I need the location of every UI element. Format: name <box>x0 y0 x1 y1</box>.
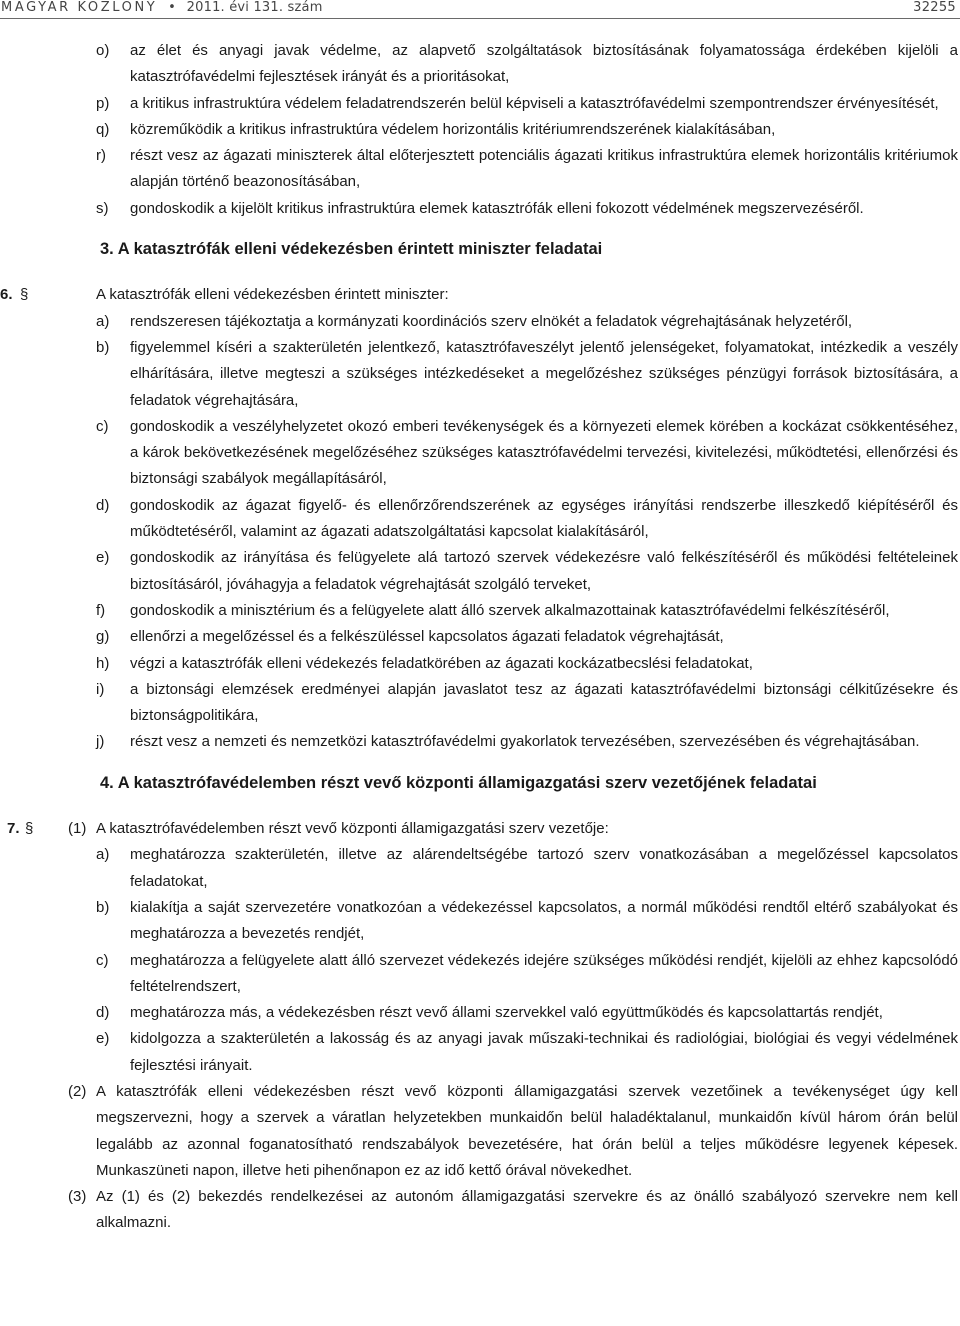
item-text: gondoskodik az irányítása és felügyelete alá tartozó szervek védekezésre való felkészítéséről és működési feltételeinek biztosításáról, jóváhagyja a feladatok végrehajtását szolgáló terveket, <box>130 549 958 593</box>
list-item <box>0 38 960 91</box>
item-label: d) <box>96 1004 110 1022</box>
paragraph-3 <box>0 1184 960 1237</box>
item-text: gondoskodik a veszélyhelyzetet okozó emberi tevékenységek és a környezeti elemek körében a kockázat csökkentéséhez, a károk bekövetkezésének megelőzéséhez szükséges katasztrófavédelmi tervezési, kivitelezési, működtetési, ellenőrzési és biztonsági szabályok megállapításáról, <box>130 417 958 488</box>
item-text: gondoskodik a minisztérium és a felügyelete alatt álló szervek alkalmazottainak katasztrófavédelmi felkészítéséről, <box>130 601 890 619</box>
page-number: 32255 <box>913 0 956 15</box>
list-item <box>0 143 960 196</box>
item-text: figyelemmel kíséri a szakterületén jelentkező, katasztrófaveszélyt jelentő jelenségeket, folyamatokat, intézkedik a veszély elhárítására, illetve megteszi a szükséges intézkedéseket a megelőzéshez szükséges pénzügyi források biztosítására, a feladatok végrehajtására, <box>130 338 958 409</box>
item-label: c) <box>96 417 109 435</box>
list-item <box>0 335 960 414</box>
section-sign: § <box>25 820 34 838</box>
item-label: a) <box>96 846 110 864</box>
list-item <box>0 493 960 546</box>
list-item <box>0 196 960 222</box>
item-label: r) <box>96 147 106 165</box>
item-label: o) <box>96 42 110 59</box>
item-text: részt vesz az ágazati miniszterek által előterjesztett potenciális ágazati kritikus infrastruktúra elemek horizontális kritériumok alapján történő beazonosításában, <box>130 147 958 191</box>
header-rule <box>0 18 960 19</box>
item-label: b) <box>96 338 110 356</box>
item-text: gondoskodik a kijelölt kritikus infrastruktúra elemek katasztrófák elleni fokozott védelmének megszervezéséről. <box>130 199 864 217</box>
item-text: kidolgozza a szakterületén a lakosság és az anyagi javak műszaki-technikai és radiológiai, biológiai és vegyi védelmének fejlesztési irányait. <box>130 1030 958 1074</box>
item-text: meghatározza más, a védekezésben részt vevő állami szervekkel való együttműködés és kapcsolattartás rendjét, <box>130 1004 883 1022</box>
item-text: közreműködik a kritikus infrastruktúra védelem horizontális kritériumrendszerének kialakításában, <box>130 120 776 138</box>
item-text: a biztonsági elemzések eredményei alapján javaslatot tesz az ágazati katasztrófavédelmi biztonsági célkitűzésekre és biztonságpolitikára, <box>130 680 958 725</box>
item-label: f) <box>96 601 106 619</box>
item-label: s) <box>96 199 109 217</box>
list-item <box>0 651 960 677</box>
item-label: d) <box>96 496 110 514</box>
publication-title: MAGYAR KÖZLÖNY <box>1 0 158 15</box>
list-item <box>0 842 960 895</box>
item-label: p) <box>96 94 110 112</box>
paragraph-number: (2) <box>68 1082 87 1100</box>
document-body <box>0 38 960 1237</box>
item-label: c) <box>96 951 109 969</box>
list-item <box>0 677 960 730</box>
list-item <box>0 1000 960 1026</box>
section-7-list <box>0 842 960 1079</box>
section-heading-4: 4. A katasztrófavédelemben részt vevő központi államigazgatási szerv vezetőjének feladatai <box>100 773 817 792</box>
item-text: a kritikus infrastruktúra védelem feladatrendszerén belül képviseli a katasztrófavédelmi szempontrendszer érvényesítését, <box>130 94 939 112</box>
item-text: meghatározza a felügyelete alatt álló szervezet védekezés idejére szükséges működési rendjét, kijelöli az ehhez kapcsolódó feltételrendszert, <box>130 951 958 995</box>
section-6-intro <box>0 282 960 308</box>
section-6-list <box>0 309 960 756</box>
paragraph-intro: A katasztrófavédelemben részt vevő központi államigazgatási szerv vezetője: <box>96 820 609 838</box>
list-item <box>0 545 960 598</box>
paragraph-number: (1) <box>68 820 87 838</box>
list-item <box>0 1026 960 1079</box>
list-item <box>0 895 960 948</box>
item-label: j) <box>96 733 105 751</box>
item-label: q) <box>96 120 110 138</box>
item-text: gondoskodik az ágazat figyelő- és ellenőrzőrendszerének az egységes irányítási rendszerbe illeszkedő kiépítéséről és működtetéséről, valamint az ágazati adatszolgáltatási kapcsolat kialakításáról, <box>130 496 958 541</box>
item-label: h) <box>96 654 110 672</box>
item-text: az élet és anyagi javak védelme, az alapvető szolgáltatások biztosításának folyamatossága érdekében kijelöli a katasztrófavédelmi fejlesztések irányát és a prioritásokat, <box>130 42 958 86</box>
list-item <box>0 91 960 117</box>
list-item <box>0 948 960 1001</box>
section-sign: § <box>20 286 29 304</box>
item-label: b) <box>96 898 110 916</box>
section-intro: A katasztrófák elleni védekezésben érintett miniszter: <box>96 286 449 304</box>
list-item <box>0 729 960 755</box>
list-item <box>0 414 960 493</box>
paragraph-text: Az (1) és (2) bekezdés rendelkezései az autonóm államigazgatási szervekre és az önálló szabályozó szervekre nem kell alkalmazni. <box>96 1188 958 1232</box>
header-bullet: • <box>168 0 176 15</box>
item-text: meghatározza szakterületén, illetve az alárendeltségébe tartozó szerv vonatkozásában a megelőzéssel kapcsolatos feladatokat, <box>130 846 958 890</box>
list-item <box>0 309 960 335</box>
item-text: részt vesz a nemzeti és nemzetközi katasztrófavédelmi gyakorlatok tervezésében, szervezésében és végrehajtásában. <box>130 733 920 751</box>
issue-label: 2011. évi 131. szám <box>186 0 323 15</box>
item-label: g) <box>96 628 110 646</box>
paragraph-2 <box>0 1079 960 1184</box>
list-item <box>0 117 960 143</box>
item-label: e) <box>96 549 110 567</box>
item-label: e) <box>96 1030 110 1048</box>
paragraph-number: (3) <box>68 1188 87 1206</box>
section-7-intro <box>0 816 960 842</box>
item-label: a) <box>96 312 110 330</box>
item-text: rendszeresen tájékoztatja a kormányzati koordinációs szerv elnökét a feladatok végrehajtásának helyzetéről, <box>130 312 853 330</box>
item-label: i) <box>96 680 105 698</box>
list-item <box>0 624 960 650</box>
header-left <box>1 0 323 15</box>
item-text: végzi a katasztrófák elleni védekezés feladatkörében az ágazati kockázatbecslési feladatokat, <box>130 654 753 672</box>
top-list <box>0 38 960 222</box>
item-text: ellenőrzi a megelőzéssel és a felkészüléssel kapcsolatos ágazati feladatok végrehajtását, <box>130 628 724 646</box>
section-heading-3: 3. A katasztrófák elleni védekezésben érintett miniszter feladatai <box>100 240 603 259</box>
section-number: 6. <box>0 286 13 304</box>
list-item <box>0 598 960 624</box>
paragraph-text: A katasztrófák elleni védekezésben részt vevő központi államigazgatási szervek vezetőinek a tevékenységet úgy kell megszervezni, hogy a szervek a váratlan helyzetekben munkaidőn belül haladéktalanul, munkaidőn kívül három órán belül legalább az azonnal foganatosítható rendszabályok bevezetésére, hat órán belül a teljes működésre legyenek képesek. Munkaszüneti napon, illetve heti pihenőnapon ez az idő kettő órával növekedhet. <box>96 1082 958 1179</box>
section-number: 7. <box>7 820 20 838</box>
item-text: kialakítja a saját szervezetére vonatkozóan a védekezéssel kapcsolatos, a normál működési rendtől eltérő szabályokat és meghatározza a bevezetés rendjét, <box>130 898 958 943</box>
